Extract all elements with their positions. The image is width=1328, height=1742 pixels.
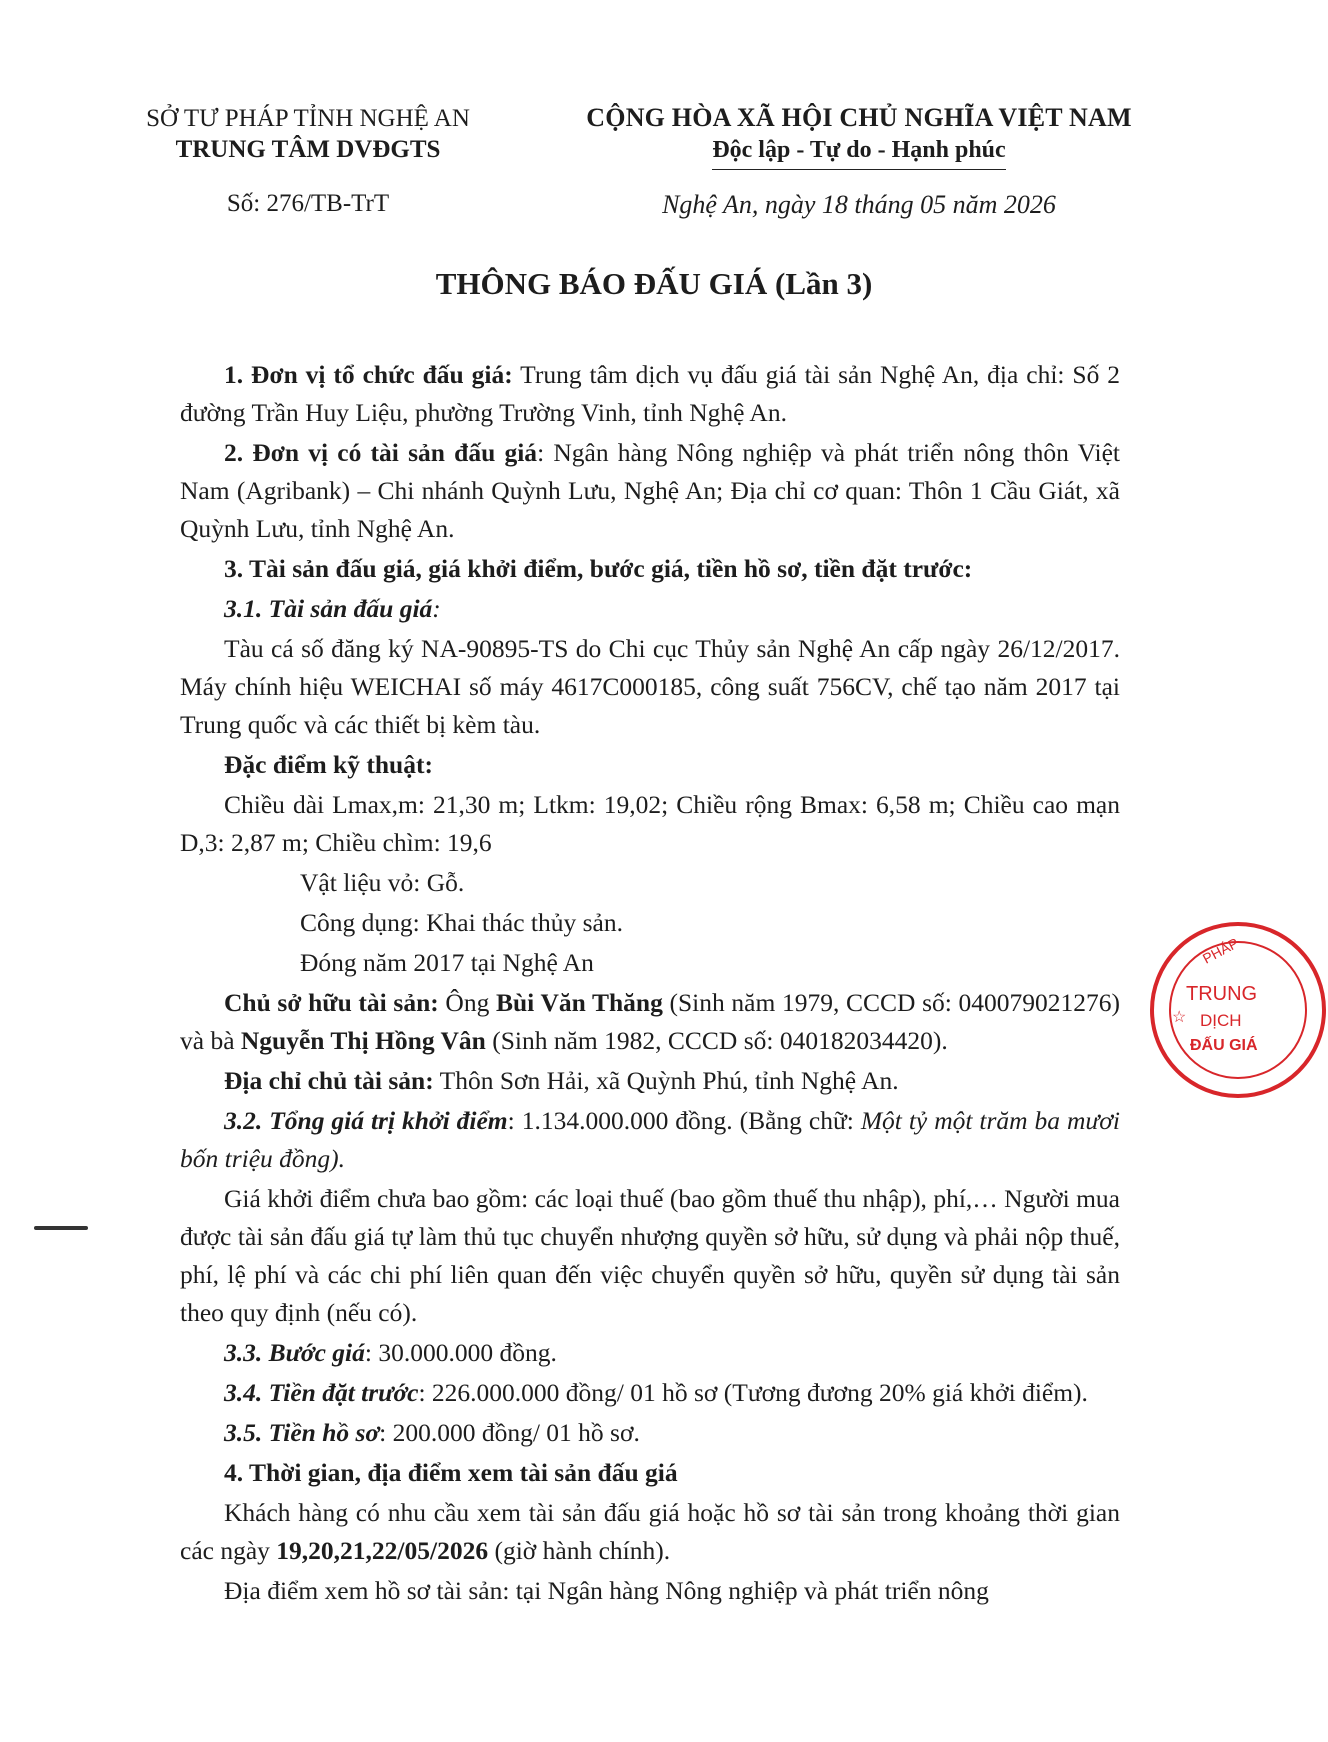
section-3-1-heading [180,590,1120,628]
section-2 [180,434,1120,548]
section-3-3 [180,1334,1120,1372]
owner-address-text: Thôn Sơn Hải, xã Quỳnh Phú, tỉnh Nghệ An. [433,1066,899,1095]
owner-text-1: Ông [438,988,496,1017]
section-1-label: 1. Đơn vị tổ chức đấu giá: [224,360,513,389]
technical-usage: Công dụng: Khai thác thủy sản. [300,908,623,937]
section-3-1-label: 3.1. Tài sản đấu giá [224,594,433,623]
viewing-time-text-2: (giờ hành chính). [488,1536,671,1565]
section-3-3-label: 3.3. Bước giá [224,1338,365,1367]
technical-built: Đóng năm 2017 tại Nghệ An [300,948,594,977]
seal-text-line3: ĐẤU GIÁ [1190,1037,1258,1054]
technical-material: Vật liệu vỏ: Gỗ. [300,868,465,897]
technical-heading: Đặc điểm kỹ thuật: [224,750,433,779]
section-3-5 [180,1414,1120,1452]
seal-text-line1: TRUNG [1186,983,1258,1005]
issuing-agency [120,103,496,165]
seal-inner-ring [1170,942,1306,1078]
document-title: THÔNG BÁO ĐẤU GIÁ (Lần 3) [435,266,873,301]
viewing-time-text-1: Khách hàng có nhu cầu xem tài sản đấu giá hoặc hồ sơ tài sản trong khoảng thời gian các ngày [180,1498,1120,1565]
section-4-heading: 4. Thời gian, địa điểm xem tài sản đấu giá [224,1458,678,1487]
section-3-2-text: : 1.134.000.000 đồng. (Bằng chữ: [507,1106,861,1135]
section-2-label: 2. Đơn vị có tài sản đấu giá [224,438,538,467]
section-3-2-words: Một tỷ một trăm ba mươi bốn triệu đồng). [180,1106,1121,1173]
document-date: Nghệ An, ngày 18 tháng 05 năm 2026 [662,190,1056,219]
section-3-2-label: 3.2. Tổng giá trị khởi điểm [224,1106,508,1135]
seal-text-top: PHÁP [1199,934,1242,967]
section-4-viewing-location: Địa điểm xem hồ sơ tài sản: tại Ngân hàng Nông nghiệp và phát triển nông [224,1576,989,1605]
section-3-3-text: : 30.000.000 đồng. [364,1338,557,1367]
document-body [180,356,1120,1612]
section-3-1-colon: : [432,594,441,623]
seal-text-line2: DỊCH [1200,1011,1242,1030]
section-3-5-text: : 200.000 đồng/ 01 hồ sơ. [379,1418,640,1447]
asset-owner [180,984,1120,1060]
section-1-text: Trung tâm dịch vụ đấu giá tài sản Nghệ An, địa chỉ: Số 2 đường Trần Huy Liệu, phường Trường Vinh, tỉnh Nghệ An. [180,360,1120,427]
owner-address-label: Địa chỉ chủ tài sản: [224,1066,434,1095]
owner-address [180,1062,1120,1100]
owner-name-1: Bùi Văn Thăng [495,988,663,1017]
owner-label: Chủ sở hữu tài sản: [224,988,439,1017]
national-title: CỘNG HÒA XÃ HỘI CHỦ NGHĨA VIỆT NAM [586,103,1132,132]
section-4-viewing-time [180,1494,1120,1570]
asset-description: Tàu cá số đăng ký NA-90895-TS do Chi cục Thủy sản Nghệ An cấp ngày 26/12/2017. Máy chính hiệu WEICHAI số máy 4617C000185, công suất 756CV, chế tạo năm 2017 tại Trung quốc và các thiết bị kèm tàu. [180,634,1120,739]
section-2-text: : Ngân hàng Nông nghiệp và phát triển nông thôn Việt Nam (Agribank) – Chi nhánh Quỳnh Lưu, Nghệ An; Địa chỉ cơ quan: Thôn 1 Cầu Giát, xã Quỳnh Lưu, tỉnh Nghệ An. [180,438,1121,543]
section-1 [180,356,1120,432]
section-3-heading: 3. Tài sản đấu giá, giá khởi điểm, bước giá, tiền hồ sơ, tiền đặt trước: [224,554,973,583]
technical-dimensions: Chiều dài Lmax,m: 21,30 m; Ltkm: 19,02; Chiều rộng Bmax: 6,58 m; Chiều cao mạn D,3: 2,87 m; Chiều chìm: 19,6 [180,790,1120,857]
document-number: Số: 276/TB-TrT [226,190,390,217]
national-header [568,101,1150,170]
seal-star-mark: ☆ [1172,1009,1187,1026]
owner-text-3: (Sinh năm 1982, CCCD số: 040182034420). [485,1026,948,1055]
scan-mark [34,1226,88,1230]
section-3-5-label: 3.5. Tiền hồ sơ [224,1418,380,1447]
viewing-dates: 19,20,21,22/05/2026 [276,1536,489,1565]
section-3-4-label: 3.4. Tiền đặt trước [224,1378,419,1407]
owner-text-2: (Sinh năm 1979, CCCD số: 040079021276) và bà [180,988,1120,1055]
tax-note: Giá khởi điểm chưa bao gồm: các loại thuế (bao gồm thuế thu nhập), phí,… Người mua được tài sản đấu giá tự làm thủ tục chuyển nhượng quyền sở hữu, sử dụng và phải nộp thuế, phí, lệ phí và các chi phí liên quan đến việc chuyển quyền sở hữu, quyền sử dụng tài sản theo quy định (nếu có). [180,1184,1120,1327]
owner-name-2: Nguyễn Thị Hồng Vân [240,1026,486,1055]
red-seal-stamp [1148,920,1328,1100]
section-3-4-text: : 226.000.000 đồng/ 01 hồ sơ (Tương đương 20% giá khởi điểm). [418,1378,1088,1407]
agency-name: TRUNG TÂM DVĐGTS [175,136,441,163]
national-motto: Độc lập - Tự do - Hạnh phúc [712,135,1005,170]
section-3-4 [180,1374,1120,1412]
section-3-2 [180,1102,1120,1178]
agency-parent: SỞ TƯ PHÁP TỈNH NGHỆ AN [146,105,470,132]
